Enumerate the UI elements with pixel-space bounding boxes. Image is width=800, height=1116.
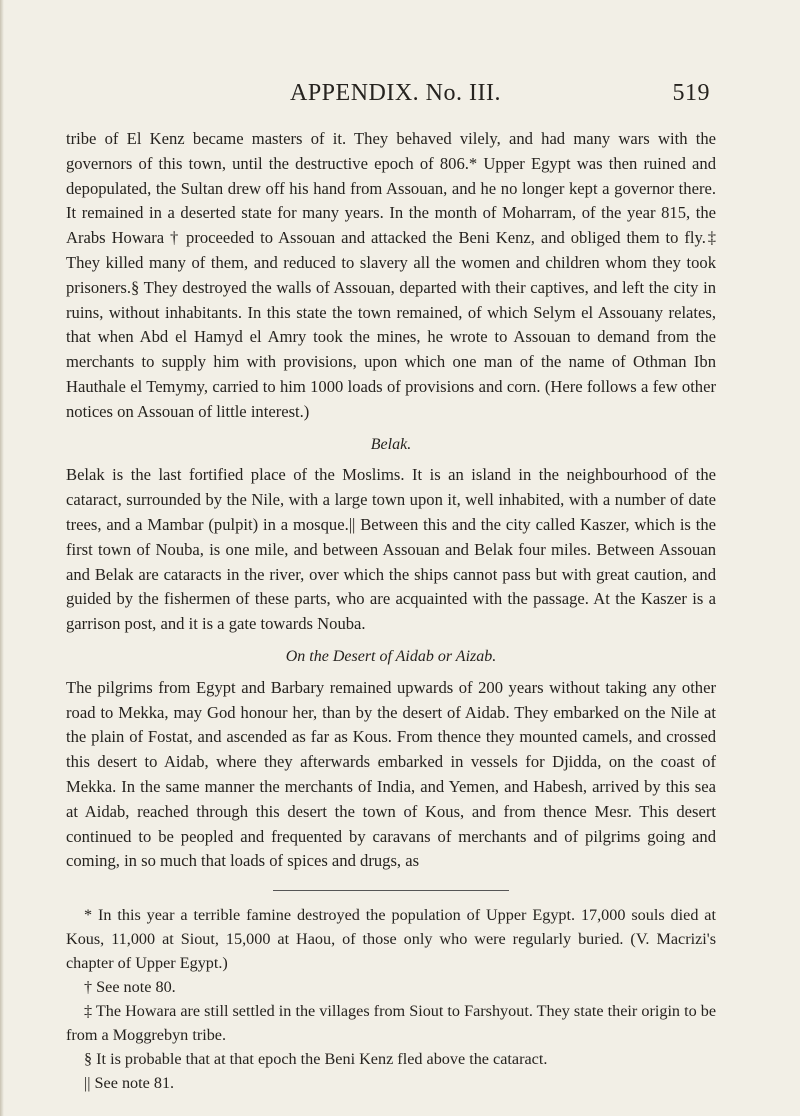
- section-heading-desert: On the Desert of Aidab or Aizab.: [285, 647, 497, 665]
- main-text: [66, 127, 716, 1095]
- footnote-parallel: || See note 81.: [84, 1074, 175, 1093]
- running-header: [290, 80, 710, 114]
- footnote-dagger: † See note 80.: [84, 978, 176, 997]
- section-heading-belak: Belak.: [370, 435, 412, 453]
- paragraph-assouan: tribe of El Kenz became masters of it. They behaved vilely, and had many wars with the governors of this town, until the destructive epoch of 806.* Upper Egypt was then ruined and depopulated, the Sultan drew off his hand from Assouan, and he no longer kept a governor there. It remained in a deserted state for many years. In the month of Moharram, of the year 815, the Arabs Howara † proceeded to Assouan and attacked the Beni Kenz, and obliged them to fly.‡ They killed many of them, and reduced to slavery all the women and children whom they took prisoners.§ They destroyed the walls of Assouan, departed with their captives, and left the city in ruins, without inhabitants. In this state the town remained, of which Selym el Assouany relates, that when Abd el Hamyd el Amry took the mines, he wrote to Assouan to demand from the merchants to supply him with provisions, upon which one man of the name of Othman Ibn Hauthale el Temymy, carried to him 1000 loads of provisions and corn. (Here follows a few other notices on Assouan of little interest.): [66, 129, 716, 421]
- page-number: 519: [672, 80, 710, 106]
- footnotes: [66, 903, 716, 1095]
- running-title: APPENDIX. No. III.: [290, 80, 501, 106]
- footnote-divider: [273, 890, 509, 891]
- paragraph-belak: Belak is the last fortified place of the Moslims. It is an island in the neighbourhood of the cataract, surrounded by the Nile, with a large town upon it, well inhabited, with a number of date trees, and a Mambar (pulpit) in a mosque.|| Between this and the city called Kaszer, which is the first town of Nouba, is one mile, and between Assouan and Belak four miles. Between Assouan and Belak are cataracts in the river, over which the ships cannot pass but with great caution, and guided by the fishermen of these parts, who are acquainted with the passage. At the Kaszer is a garrison post, and it is a gate towards Nouba.: [66, 465, 716, 634]
- footnote-double-dagger: ‡ The Howara are still settled in the villages from Siout to Farshyout. They state their origin to be from a Moggrebyn tribe.: [66, 1002, 716, 1045]
- footnote-star: * In this year a terrible famine destroyed the population of Upper Egypt. 17,000 souls died at Kous, 11,000 at Siout, 15,000 at Haou, of those only who were regularly buried. (V. Macrizi's chapter of Upper Egypt.): [66, 906, 716, 973]
- footnote-section: § It is probable that at that epoch the Beni Kenz fled above the cataract.: [84, 1050, 548, 1069]
- paragraph-desert: The pilgrims from Egypt and Barbary remained upwards of 200 years without taking any other road to Mekka, may God honour her, than by the desert of Aidab. They embarked on the Nile at the plain of Fostat, and ascended as far as Kous. From thence they mounted camels, and crossed this desert to Aidab, where they afterwards embarked in vessels for Djidda, on the coast of Mekka. In the same manner the merchants of India, and Yemen, and Habesh, arrived by this sea at Aidab, reached through this desert the town of Kous, and from thence Mesr. This desert continued to be peopled and frequented by caravans of merchants and of pilgrims going and coming, in so much that loads of spices and drugs, as: [66, 677, 716, 871]
- page-spine-shadow: [0, 0, 4, 1116]
